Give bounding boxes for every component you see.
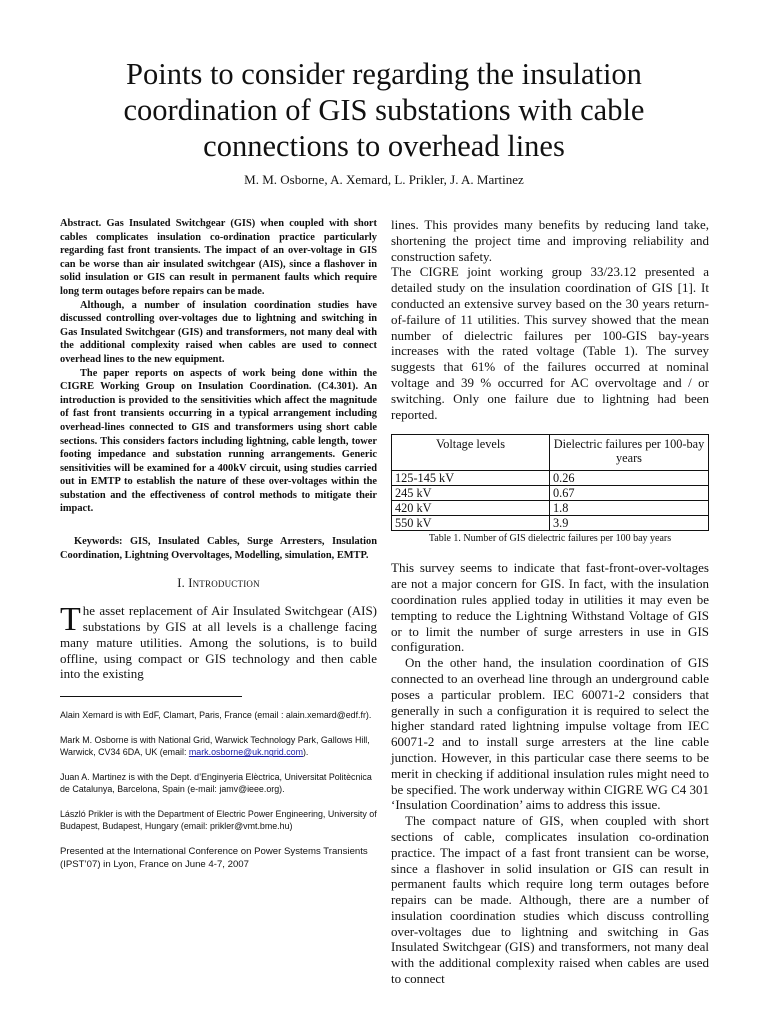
abstract: [60, 217, 377, 516]
table-cell: 0.26: [550, 471, 709, 486]
abstract-paragraph: The paper reports on aspects of work being done within the CIGRE Working Group on Insulation Coordination. (C4.301). An introduction is provided to the sensitivities which affect the magnitude of fast front transients occurring in a typical arrangement including overhead-lines connected to GIS and transformers using short cable sections. This considers factors including lightning, cable length, tower footing impedance and substation running arrangements. Generic sensitivities will be examined for a 400kV circuit, using studies carried out in EMTP to establish the nature of these over-voltages within the substation and the effectiveness of control methods to mitigate their impact.: [60, 367, 377, 515]
footnote-osborne: [60, 734, 377, 758]
table-row: [392, 516, 709, 531]
table-cell: 3.9: [550, 516, 709, 531]
footnote-xemard: Alain Xemard is with EdF, Clamart, Paris, France (email : alain.xemard@edf.fr).: [60, 710, 372, 721]
table-caption: Table 1. Number of GIS dielectric failures per 100 bay years: [428, 533, 672, 545]
footnote-text: ).: [302, 747, 309, 758]
failures-table: [391, 434, 709, 531]
table-row: [392, 501, 709, 516]
right-text-top: [391, 217, 709, 422]
body-paragraph: lines. This provides many benefits by reducing land take, shortening the project time and improving reliability and construction safety.: [391, 217, 709, 264]
table-cell: 125-145 kV: [392, 471, 550, 486]
table-header-row: [392, 435, 709, 471]
table-header-cell: Voltage levels: [392, 435, 550, 471]
body-paragraph: The CIGRE joint working group 33/23.12 presented a detailed study on the insulation coordination of GIS [1]. It conducted an extensive survey based on the 30 years return-of-failure of 11 utilities. This survey showed that the mean number of dielectric failures per 100-GIS bay-years increases with the rated voltage (Table 1). The survey suggests that 61% of the failures occurred at nominal voltage and 39 % occurred for AC overvoltage and / or switching. Only one failure due to lightning had been reported.: [391, 264, 709, 422]
abstract-paragraph: Abstract. Gas Insulated Switchgear (GIS) when coupled with short cables complicates insulation co-ordination practice particularly regarding fast front transients. The impact of an over-voltage in GIS can be worse than air insulated switchgear (AIS), since a flashover in solid insulation or GIS can result in permanent faults which require long term outages before repairs can be made.: [60, 218, 377, 297]
keywords: Keywords: GIS, Insulated Cables, Surge Arresters, Insulation Coordination, Lightning Overvoltages, Modelling, simulation, EMTP.: [60, 536, 377, 561]
footnote-divider: [60, 696, 242, 697]
table-cell: 1.8: [550, 501, 709, 516]
intro-text: [60, 603, 377, 682]
body-paragraph: This survey seems to indicate that fast-front-over-voltages are not a major concern for GIS. In fact, with the insulation coordination rules applied today in utilities it may even be tempting to reduce the Lightning Withstand Voltage of GIS or to limit the number of surge arresters in use in GIS configuration.: [391, 560, 709, 655]
body-paragraph: On the other hand, the insulation coordination of GIS connected to an overhead line through an underground cable poses a particular problem. IEC 60071-2 considers that generally in such a configuration it is required to select the higher standard rated lightning impulse voltage from IEC 60071-2 and to install surge arresters at the line cable junction. However, in this particular case there seems to be merit in checking if additional insulation rules might need to be specified. The work underway within CIGRE WG C4 301 ‘Insulation Coordination’ aims to address this issue.: [391, 655, 709, 813]
drop-cap: T: [60, 601, 81, 639]
footnote-text: Mark M. Osborne is with National Grid, Warwick Technology Park, Gallows Hill, Warwick, CV34 6DA, UK (email:: [60, 735, 370, 758]
author-footnotes: [60, 709, 377, 832]
author-list: M. M. Osborne, A. Xemard, L. Prikler, J. A. Martinez: [244, 172, 524, 187]
abstract-paragraph: Although, a number of insulation coordination studies have discussed controlling over-voltages due to lightning and switching in Gas Insulated Switchgear (GIS) and transformers, not many deal with the additional complexity raised when cables are used to connect overhead lines to the new equipment.: [60, 299, 377, 365]
table-cell: 420 kV: [392, 501, 550, 516]
right-column: [391, 217, 709, 987]
intro-paragraph: [60, 603, 377, 682]
table-header-cell: Dielectric failures per 100-bay years: [550, 435, 709, 471]
table-cell: 0.67: [550, 486, 709, 501]
table-row: [392, 471, 709, 486]
table-cell: 550 kV: [392, 516, 550, 531]
table-row: [392, 486, 709, 501]
section-numeral: I.: [177, 576, 185, 591]
table-cell: 245 kV: [392, 486, 550, 501]
email-link[interactable]: mark.osborne@uk.ngrid.com: [188, 747, 303, 758]
left-column: [60, 217, 377, 871]
body-paragraph: The compact nature of GIS, when coupled with short sections of cable, complicates insulation co-ordination practice. The impact of a fast front transient can be worse, since a flashover in solid insulation or GIS can result in permanent faults which require long term outages before repairs can be made. Although, there are a number of insulation coordination studies which discuss controlling over-voltages due to lightning and switching in Gas Insulated Switchgear (GIS) and transformers, not many deal with the additional complexity raised when cables are used to connect: [391, 813, 709, 987]
right-text-bottom: [391, 560, 709, 987]
section-heading-introduction: [60, 576, 377, 591]
paper-title: Points to consider regarding the insulation coordination of GIS substations with cable connections to overhead lines: [123, 57, 645, 163]
footnote-prikler: László Prikler is with the Department of Electric Power Engineering, University of Budapest, Budapest, Hungary (email: prikler@vmt.bme.hu): [60, 809, 377, 832]
intro-paragraph-text: he asset replacement of Air Insulated Switchgear (AIS) substations by GIS at all levels is a challenge facing many mature utilities. Among the solutions, is to build offline, using compact or GIS technology and then cable into the existing: [60, 603, 377, 682]
footnote-martinez: Juan A. Martinez is with the Dept. d’Enginyeria Elèctrica, Universitat Politècnica de Catalunya, Barcelona, Spain (e-mail: jamv@ieee.org).: [60, 772, 372, 795]
section-title: Introduction: [188, 576, 260, 591]
conference-note: Presented at the International Conference on Power Systems Transients (IPST’07) in Lyon, France on June 4-7, 2007: [60, 846, 368, 871]
